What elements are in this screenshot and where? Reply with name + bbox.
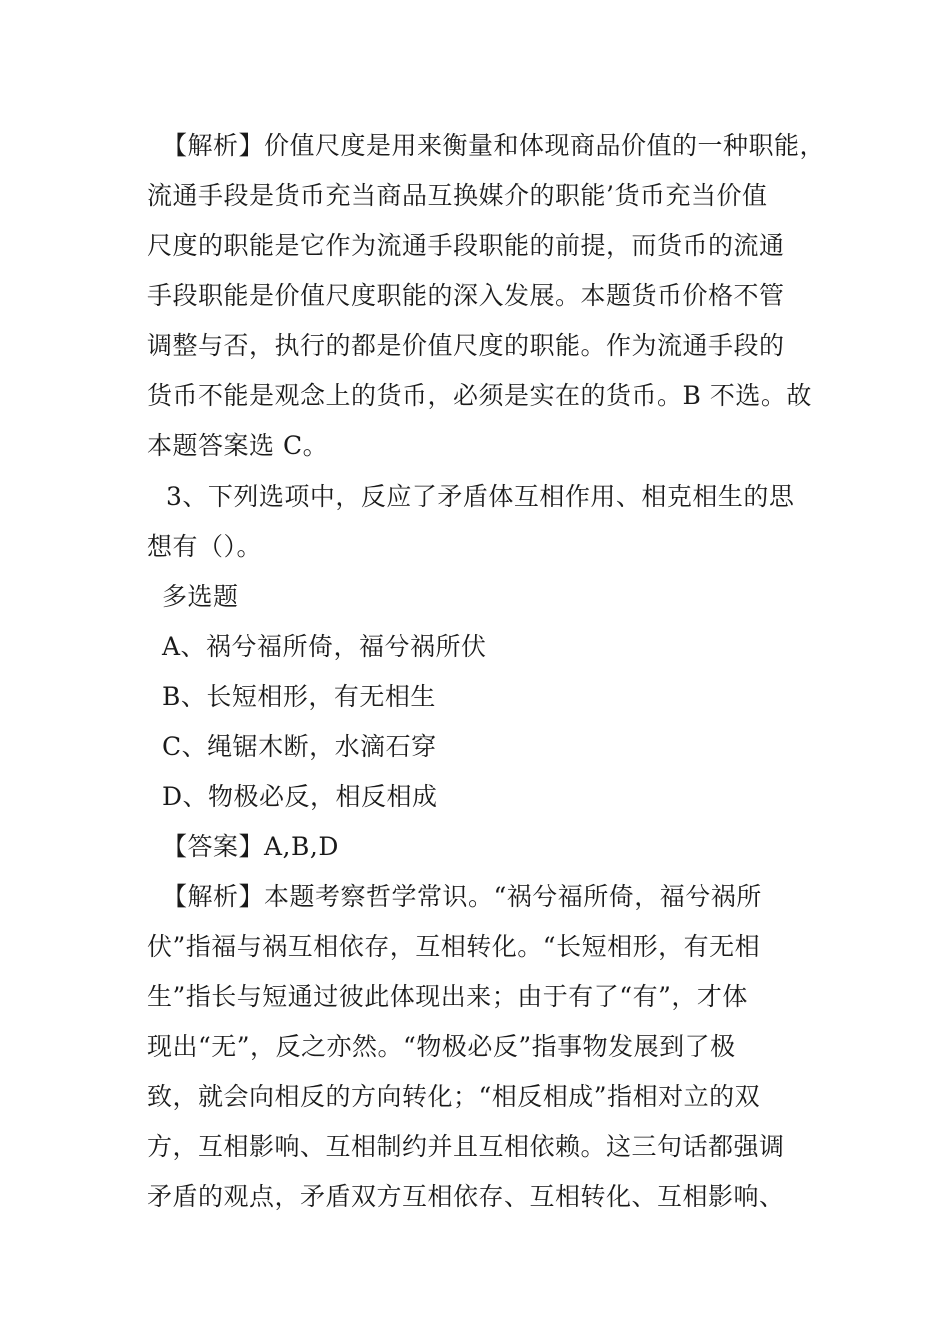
analysis-prev-line-2: 流通手段是货币充当商品互换媒介的职能’货币充当价值: [147, 181, 768, 210]
question-stem-line-2: 想有（）。: [147, 532, 263, 561]
analysis-line-5: 致，就会向相反的方向转化；“相反相成”指相对立的双: [147, 1082, 761, 1111]
analysis-line-6: 方，互相影响、互相制约并且互相依赖。这三句话都强调: [147, 1132, 785, 1161]
analysis-prev-line-6: 货币不能是观念上的货币，必须是实在的货币。B 不选。故: [147, 381, 812, 410]
analysis-line-4: 现出“无”，反之亦然。“物极必反”指事物发展到了极: [147, 1032, 736, 1061]
analysis-line-1: 【解析】本题考察哲学常识。“祸兮福所倚，福兮祸所: [162, 882, 762, 911]
analysis-prev-line-7: 本题答案选 C。: [147, 431, 329, 460]
analysis-line-7: 矛盾的观点，矛盾双方互相依存、互相转化、互相影响、: [147, 1182, 785, 1211]
question-type: 多选题: [162, 582, 239, 611]
option-c: C、绳锯木断，水滴石穿: [162, 732, 437, 761]
option-a: A、祸兮福所倚，福兮祸所伏: [162, 632, 487, 661]
question-stem-line-1: 3、下列选项中，反应了矛盾体互相作用、相克相生的思: [166, 482, 795, 511]
analysis-prev-line-1: 【解析】价值尺度是用来衡量和体现商品价值的一种职能，: [162, 131, 826, 160]
analysis-line-3: 生”指长与短通过彼此体现出来；由于有了“有”，才体: [147, 982, 748, 1011]
analysis-prev-line-5: 调整与否，执行的都是价值尺度的职能。作为流通手段的: [147, 331, 785, 360]
analysis-prev-line-3: 尺度的职能是它作为流通手段职能的前提，而货币的流通: [147, 231, 785, 260]
analysis-line-2: 伏”指福与祸互相依存，互相转化。“长短相形，有无相: [147, 932, 761, 961]
analysis-prev-line-4: 手段职能是价值尺度职能的深入发展。本题货币价格不管: [147, 281, 785, 310]
option-b: B、长短相形，有无相生: [162, 682, 436, 711]
answer-line: 【答案】A,B,D: [162, 832, 339, 861]
option-d: D、物极必反，相反相成: [162, 782, 438, 811]
